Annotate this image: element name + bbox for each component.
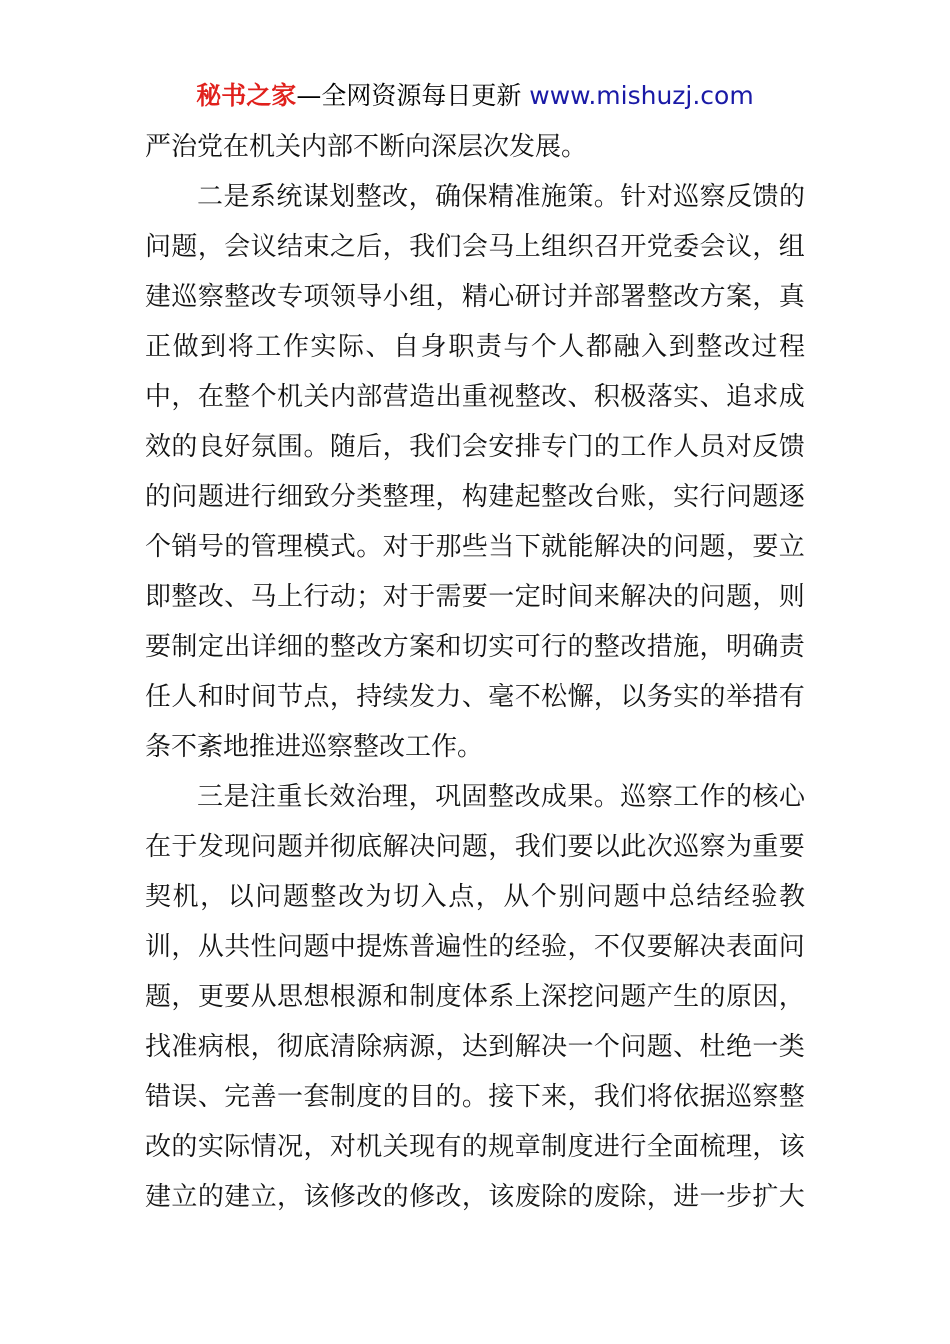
text-line: 要 制 定 出 详 细 的 整 改 方 案 和 切 实 可 行 的 整 改 措 施 ， 明 确 责 [145,632,805,662]
text-line: 改 的 实 际 情 况 ， 对 机 关 现 有 的 规 章 制 度 进 行 全 面 梳 理 ， 该 [145,1132,805,1162]
text-line: 建 巡 察 整 改 专 项 领 导 小 组 ， 精 心 研 讨 并 部 署 整 改 方 案 ， 真 [145,282,805,312]
text-line: 契 机 ， 以 问 题 整 改 为 切 入 点 ， 从 个 别 问 题 中 总 结 经 验 教 [145,882,805,912]
page-header [0,78,950,114]
text-line: 中 ， 在 整 个 机 关 内 部 营 造 出 重 视 整 改 、 积 极 落 实 、 追 求 成 [145,382,805,412]
site-brand: 秘书之家 [196,81,297,110]
site-tagline: —全网资源每日更新 [296,81,522,110]
text-line: 严治党在机关内部不断向深层次发展。 [145,132,588,162]
text-line: 三 是 注 重 长 效 治 理 ， 巩 固 整 改 成 果 。 巡 察 工 作 的 核 心 [197,782,805,812]
text-line: 任 人 和 时 间 节 点 ， 持 续 发 力 、 毫 不 松 懈 ， 以 务 实 的 举 措 有 [145,682,805,712]
text-line: 错 误 、 完 善 一 套 制 度 的 目 的 。 接 下 来 ， 我 们 将 依 据 巡 察 整 [145,1082,805,1112]
text-line: 建 立 的 建 立 ， 该 修 改 的 修 改 ， 该 废 除 的 废 除 ， 进 一 步 扩 大 [145,1182,805,1212]
document-body [145,122,805,1222]
text-line: 题 ， 更 要 从 思 想 根 源 和 制 度 体 系 上 深 挖 问 题 产 生 的 原 因 ， [145,982,805,1012]
text-line: 正 做 到 将 工 作 实 际 、 自 身 职 责 与 个 人 都 融 入 到 整 改 过 程 [145,332,805,362]
site-url: www.mishuzj.com [529,81,754,110]
text-line: 训 ， 从 共 性 问 题 中 提 炼 普 遍 性 的 经 验 ， 不 仅 要 解 决 表 面 问 [145,932,805,962]
text-line: 即 整 改 、 马 上 行 动 ； 对 于 需 要 一 定 时 间 来 解 决 的 问 题 ， 则 [145,582,805,612]
text-line: 找 准 病 根 ， 彻 底 清 除 病 源 ， 达 到 解 决 一 个 问 题 、 杜 绝 一 类 [145,1032,805,1062]
text-line: 在 于 发 现 问 题 并 彻 底 解 决 问 题 ， 我 们 要 以 此 次 巡 察 为 重 要 [145,832,805,862]
text-line: 条不紊地推进巡察整改工作。 [145,732,484,762]
text-line: 二 是 系 统 谋 划 整 改 ， 确 保 精 准 施 策 。 针 对 巡 察 反 馈 的 [197,182,805,212]
text-line: 个 销 号 的 管 理 模 式 。 对 于 那 些 当 下 就 能 解 决 的 问 题 ， 要 立 [145,532,805,562]
text-line: 效 的 良 好 氛 围 。 随 后 ， 我 们 会 安 排 专 门 的 工 作 人 员 对 反 馈 [145,432,805,462]
text-line: 的 问 题 进 行 细 致 分 类 整 理 ， 构 建 起 整 改 台 账 ， 实 行 问 题 逐 [145,482,805,512]
text-line: 问 题 ， 会 议 结 束 之 后 ， 我 们 会 马 上 组 织 召 开 党 委 会 议 ， 组 [145,232,805,262]
